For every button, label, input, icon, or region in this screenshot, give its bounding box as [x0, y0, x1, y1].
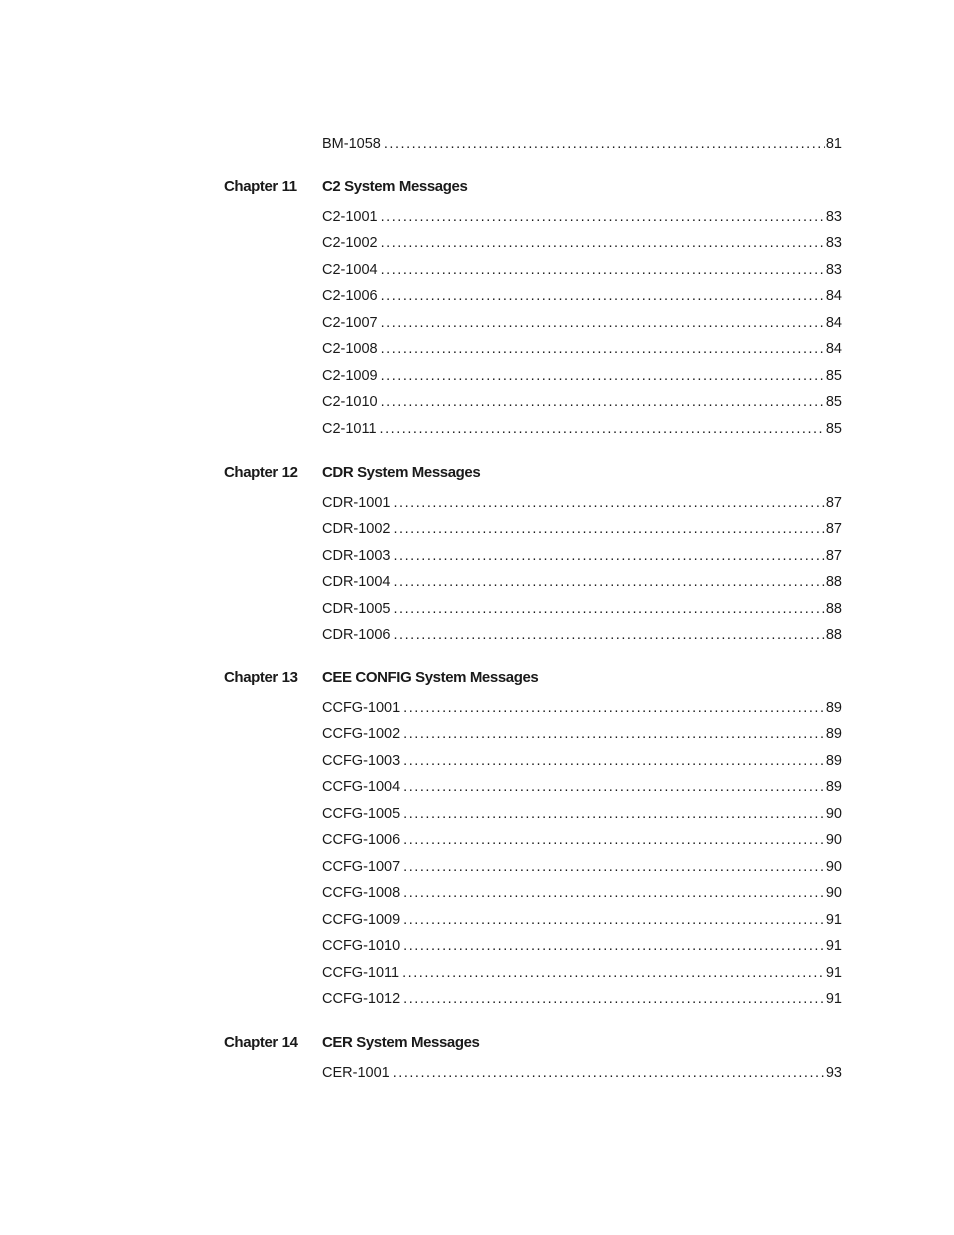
toc-entry-page: 89: [825, 726, 842, 742]
dot-leader: [381, 392, 825, 412]
dot-leader: [394, 625, 825, 645]
toc-entry-label: C2-1010: [322, 394, 378, 410]
toc-entry-page: 88: [825, 574, 842, 590]
toc-entry-label: CCFG-1005: [322, 806, 401, 822]
dot-leader: [381, 313, 825, 333]
toc-entry-page: 90: [825, 832, 842, 848]
toc-entry-label: CDR-1006: [322, 627, 391, 643]
toc-entry[interactable]: [322, 493, 842, 513]
toc-entry-page: 91: [825, 938, 842, 954]
dot-leader: [403, 830, 825, 850]
toc-entry-label: CCFG-1011: [322, 965, 400, 981]
toc-entry[interactable]: [322, 260, 842, 280]
toc-entry-label: C2-1009: [322, 368, 378, 384]
toc-entry[interactable]: [322, 777, 842, 797]
dot-leader: [403, 936, 825, 956]
toc-entry-page: 83: [825, 262, 842, 278]
chapter-title: CEE CONFIG System Messages: [322, 669, 539, 686]
toc-entry[interactable]: [322, 910, 842, 930]
toc-entry-page: 89: [825, 779, 842, 795]
dot-leader: [394, 546, 825, 566]
dot-leader: [381, 339, 825, 359]
dot-leader: [381, 286, 825, 306]
dot-leader: [381, 366, 825, 386]
toc-entry[interactable]: [322, 751, 842, 771]
dot-leader: [403, 724, 825, 744]
toc-entry-page: 88: [825, 601, 842, 617]
toc-entry-label: CCFG-1009: [322, 912, 401, 928]
toc-entry-label: CER-1001: [322, 1065, 390, 1081]
chapter-title: CDR System Messages: [322, 464, 481, 481]
chapter-heading[interactable]: [224, 667, 844, 689]
toc-entry-page: 87: [825, 521, 842, 537]
chapter-heading[interactable]: [224, 1032, 844, 1054]
dot-leader: [393, 1063, 825, 1083]
dot-leader: [402, 963, 825, 983]
chapter-heading[interactable]: [224, 462, 844, 484]
toc-entry[interactable]: [322, 519, 842, 539]
toc-entry[interactable]: [322, 883, 842, 903]
toc-entry[interactable]: [322, 1063, 842, 1083]
dot-leader: [380, 419, 825, 439]
toc-entry[interactable]: [322, 546, 842, 566]
toc-entry-label: C2-1002: [322, 235, 378, 251]
dot-leader: [381, 207, 825, 227]
toc-entry[interactable]: [322, 286, 842, 306]
toc-entry[interactable]: [322, 830, 842, 850]
toc-entry-page: 89: [825, 700, 842, 716]
toc-entry[interactable]: [322, 207, 842, 227]
toc-entry-page: 91: [825, 912, 842, 928]
toc-entry-page: 87: [825, 495, 842, 511]
toc-entry-page: 87: [825, 548, 842, 564]
toc-entry[interactable]: [322, 936, 842, 956]
toc-entry[interactable]: [322, 698, 842, 718]
toc-entry-page: 84: [825, 341, 842, 357]
toc-entry[interactable]: [322, 989, 842, 1009]
toc-entry-page: 90: [825, 885, 842, 901]
dot-leader: [394, 493, 825, 513]
toc-entry[interactable]: [322, 599, 842, 619]
toc-entry-label: CDR-1004: [322, 574, 391, 590]
toc-entry[interactable]: [322, 724, 842, 744]
toc-entry-page: 91: [825, 991, 842, 1007]
toc-entry[interactable]: [322, 366, 842, 386]
chapter-number: Chapter 11: [224, 178, 297, 195]
dot-leader: [394, 519, 825, 539]
toc-entry-label: C2-1004: [322, 262, 378, 278]
dot-leader: [403, 777, 825, 797]
dot-leader: [403, 857, 825, 877]
toc-entry-label: C2-1008: [322, 341, 378, 357]
toc-entry-page: 85: [825, 368, 842, 384]
toc-entry-label: C2-1011: [322, 421, 377, 437]
toc-entry[interactable]: [322, 625, 842, 645]
toc-entry-page: 83: [825, 235, 842, 251]
dot-leader: [403, 989, 825, 1009]
toc-entry-label: CCFG-1012: [322, 991, 401, 1007]
dot-leader: [384, 134, 825, 154]
chapter-heading[interactable]: [224, 176, 844, 198]
toc-entry-label: CDR-1002: [322, 521, 391, 537]
toc-entry-label: CCFG-1004: [322, 779, 401, 795]
dot-leader: [403, 698, 825, 718]
dot-leader: [381, 260, 825, 280]
dot-leader: [403, 883, 825, 903]
toc-entry[interactable]: [322, 804, 842, 824]
toc-entry-page: 89: [825, 753, 842, 769]
toc-entry[interactable]: [322, 313, 842, 333]
dot-leader: [394, 599, 825, 619]
toc-entry-page: 83: [825, 209, 842, 225]
toc-entry-label: CDR-1003: [322, 548, 391, 564]
chapter-number: Chapter 14: [224, 1034, 298, 1051]
toc-entry-page: 88: [825, 627, 842, 643]
dot-leader: [381, 233, 825, 253]
toc-entry-label: CCFG-1007: [322, 859, 401, 875]
toc-entry[interactable]: [322, 339, 842, 359]
toc-entry-page: 93: [825, 1065, 842, 1081]
toc-entry[interactable]: [322, 419, 842, 439]
toc-entry-page: 85: [825, 421, 842, 437]
toc-entry-label: CCFG-1008: [322, 885, 401, 901]
toc-entry-label: C2-1007: [322, 315, 378, 331]
toc-entry-label: CCFG-1002: [322, 726, 401, 742]
toc-entry[interactable]: [322, 963, 842, 983]
toc-entry[interactable]: [322, 233, 842, 253]
toc-entry-page: 81: [825, 136, 842, 152]
chapter-title: C2 System Messages: [322, 178, 468, 195]
toc-entry[interactable]: [322, 392, 842, 412]
toc-entry-page: 85: [825, 394, 842, 410]
toc-entry-page: 90: [825, 859, 842, 875]
toc-entry-label: CDR-1005: [322, 601, 391, 617]
toc-entry-label: C2-1001: [322, 209, 378, 225]
chapter-number: Chapter 12: [224, 464, 298, 481]
toc-entry-label: CCFG-1010: [322, 938, 401, 954]
dot-leader: [394, 572, 825, 592]
toc-entry-page: 90: [825, 806, 842, 822]
toc-entry-label: CCFG-1001: [322, 700, 401, 716]
toc-entry-page: 91: [825, 965, 842, 981]
toc-entry[interactable]: [322, 134, 842, 154]
chapter-title: CER System Messages: [322, 1034, 480, 1051]
toc-entry-label: BM-1058: [322, 136, 381, 152]
toc-entry-label: C2-1006: [322, 288, 378, 304]
dot-leader: [403, 804, 825, 824]
dot-leader: [403, 910, 825, 930]
toc-entry-page: 84: [825, 288, 842, 304]
toc-entry-label: CCFG-1006: [322, 832, 401, 848]
toc-entry[interactable]: [322, 857, 842, 877]
toc-entry-label: CDR-1001: [322, 495, 391, 511]
toc-entry-label: CCFG-1003: [322, 753, 401, 769]
chapter-number: Chapter 13: [224, 669, 298, 686]
toc-entry-page: 84: [825, 315, 842, 331]
toc-entry[interactable]: [322, 572, 842, 592]
dot-leader: [403, 751, 825, 771]
